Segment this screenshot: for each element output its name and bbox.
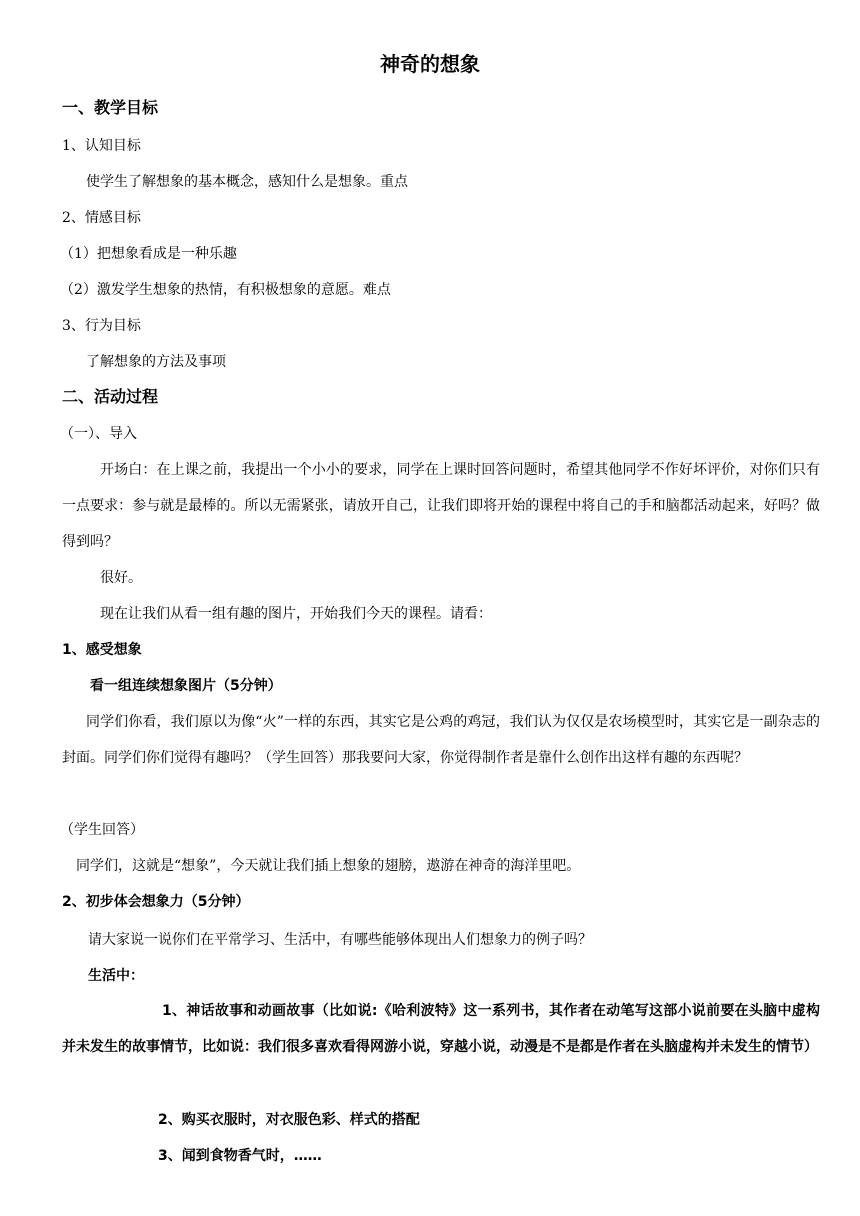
life-item-3: 3、闻到食物香气时，……: [158, 1148, 322, 1164]
part-1-answer: （学生回答）: [60, 822, 144, 838]
life-label: 生活中：: [88, 968, 144, 984]
part-2-text: 请大家说一说你们在平常学习、生活中，有哪些能够体现出人们想象力的例子吗？: [88, 932, 592, 948]
section-heading-process: 二、活动过程: [62, 387, 159, 406]
life-item-1: 1、神话故事和动画故事（比如说:《哈利波特》这一系列书，其作者在动笔写这部小说前要在头脑中虚构并未发生的故事情节，比如说：我们很多喜欢看得网游小说，穿越小说，动漫是不是都是作者在头脑虚构并未发生的情节）: [62, 1003, 820, 1055]
objective-1-label: 1、认知目标: [62, 138, 141, 154]
intro-good: 很好。: [100, 570, 142, 586]
objective-2-label: 2、情感目标: [62, 210, 141, 226]
section-heading-objectives: 一、教学目标: [62, 98, 159, 117]
part-2-heading: 2、初步体会想象力（5分钟）: [62, 894, 250, 910]
life-item-2: 2、购买衣服时，对衣服色彩、样式的搭配: [158, 1112, 420, 1128]
objective-3-label: 3、行为目标: [62, 318, 141, 334]
part-1-close: 同学们，这就是“想象”，今天就让我们插上想象的翅膀，遨游在神奇的海洋里吧。: [76, 858, 581, 874]
intro-look: 现在让我们从看一组有趣的图片，开始我们今天的课程。请看：: [100, 606, 492, 622]
objective-2-sub-1: （1）把想象看成是一种乐趣: [60, 246, 237, 262]
intro-paragraph: 开场白：在上课之前，我提出一个小小的要求，同学在上课时回答问题时，希望其他同学不作好坏评价，对你们只有一点要求：参与就是最棒的。所以无需紧张，请放开自己，让我们即将开始的课程中将自己的手和脑都活动起来，好吗？做得到吗？: [62, 462, 820, 550]
document-title: 神奇的想象: [380, 52, 480, 76]
part-1-subheading: 看一组连续想象图片（5分钟）: [90, 678, 282, 694]
part-1-heading: 1、感受想象: [62, 642, 142, 658]
objective-1-text: 使学生了解想象的基本概念，感知什么是想象。重点: [86, 174, 408, 190]
intro-label: （一）、导入: [60, 426, 137, 442]
part-1-paragraph: 同学们你看，我们原以为像“火”一样的东西，其实它是公鸡的鸡冠，我们认为仅仅是农场模型时，其实它是一副杂志的封面。同学们你们觉得有趣吗？（学生回答）那我要问大家，你觉得制作者是靠什么创作出这样有趣的东西呢？: [62, 714, 820, 766]
objective-3-text: 了解想象的方法及事项: [86, 354, 226, 370]
objective-2-sub-2: （2）激发学生想象的热情，有积极想象的意愿。难点: [60, 282, 391, 298]
